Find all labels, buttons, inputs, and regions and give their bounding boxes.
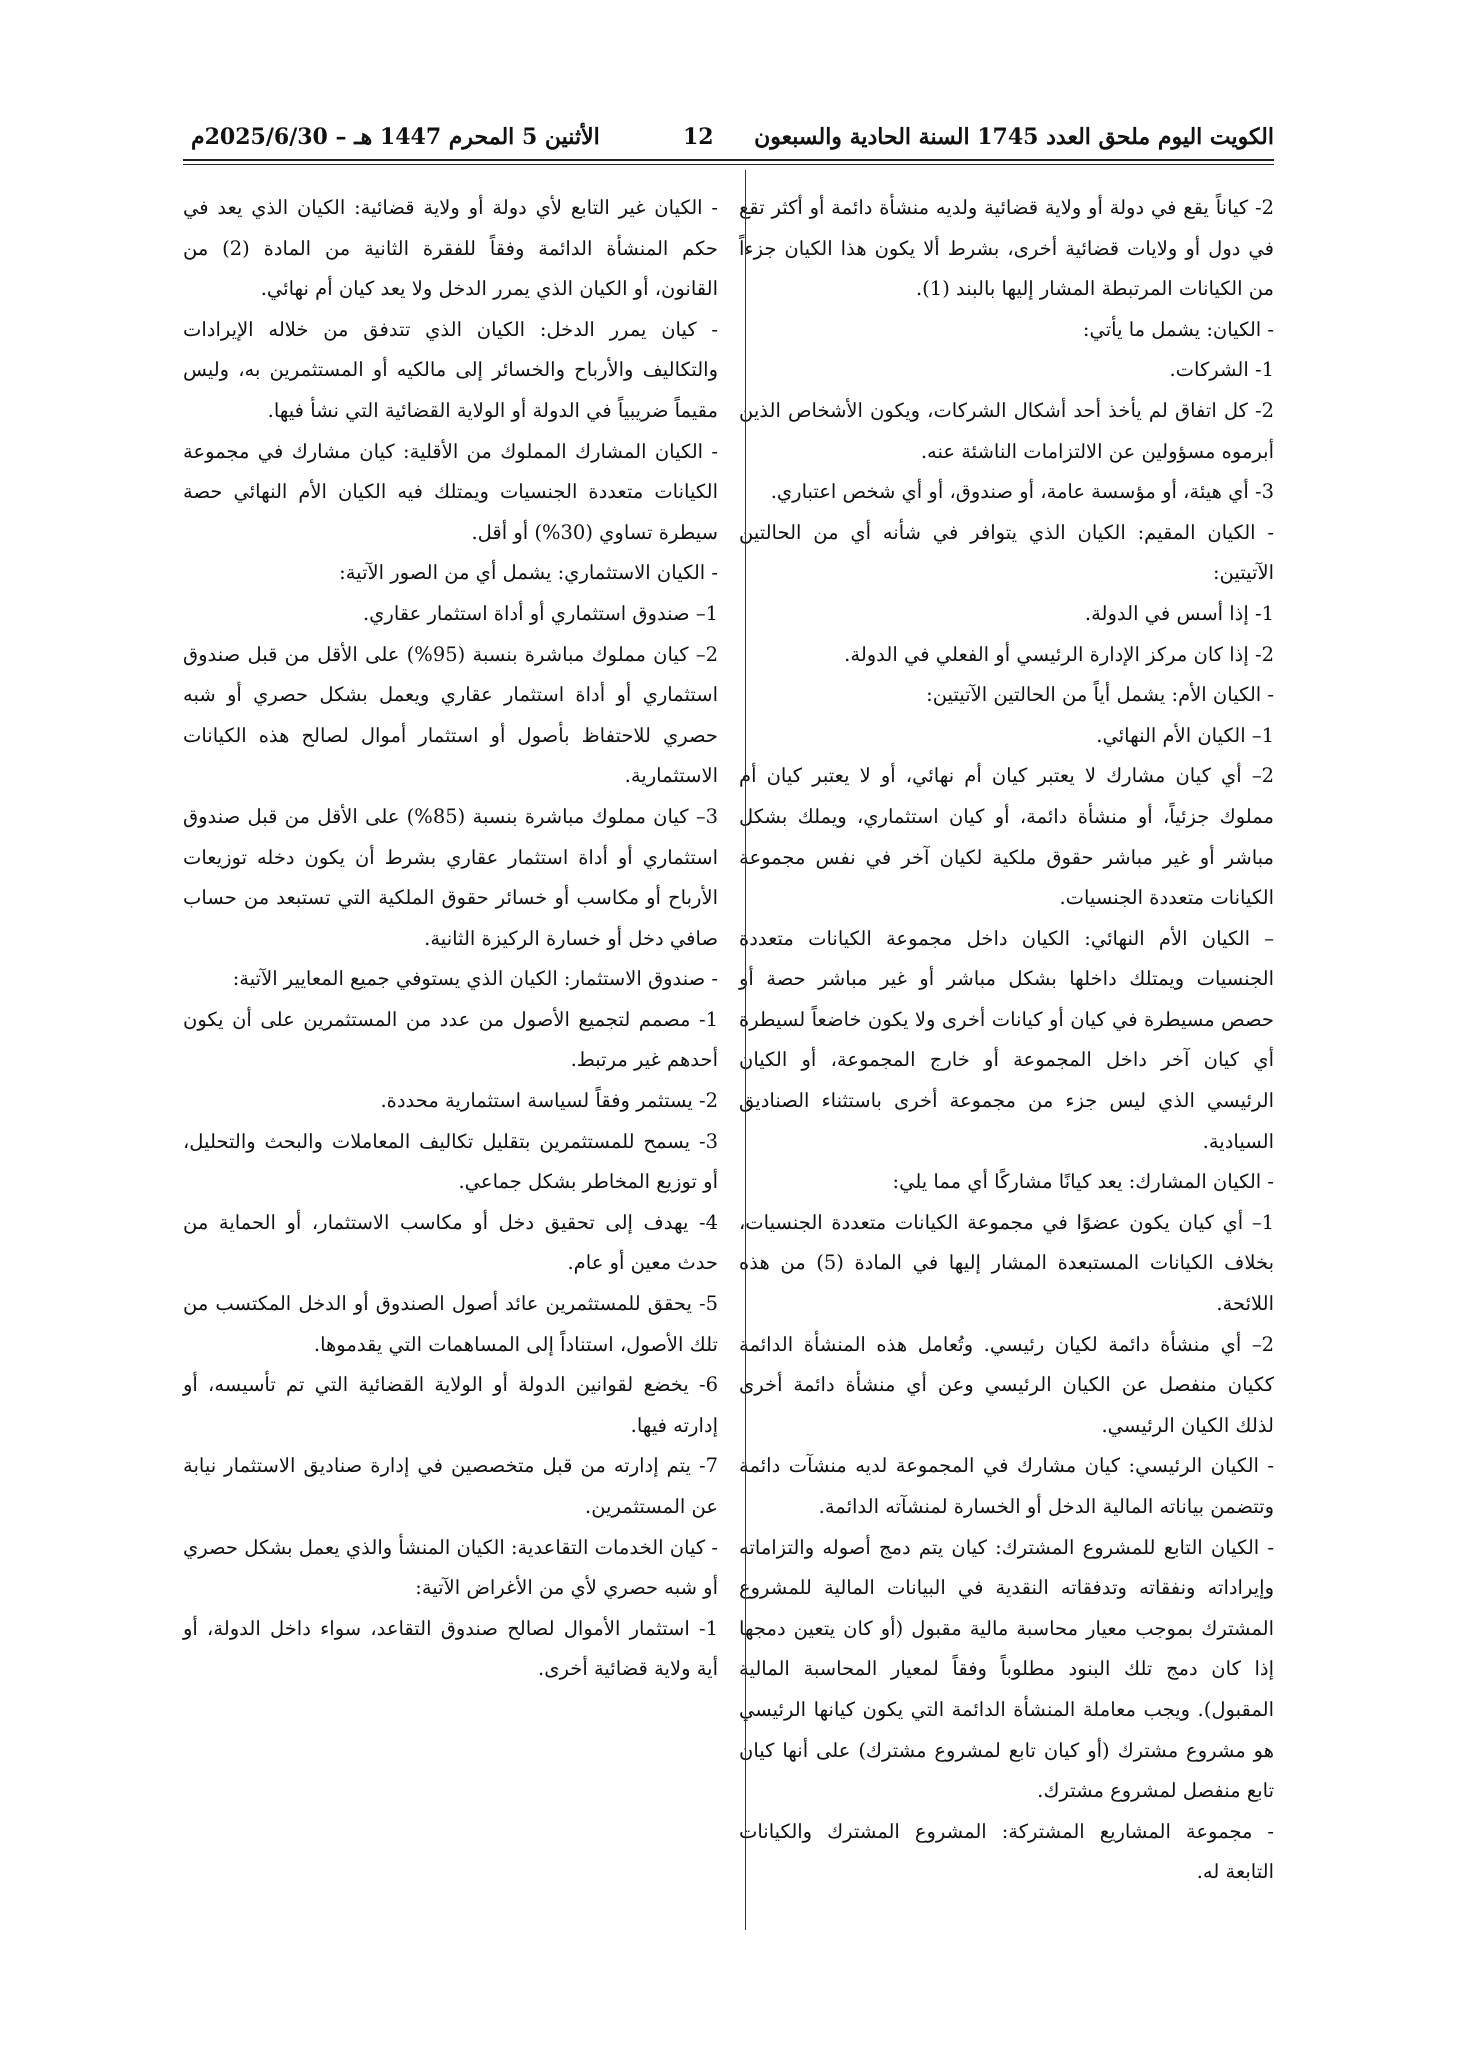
paragraph: - الكيان المقيم: الكيان الذي يتوافر في شأنه أي من الحالتين الآتيتين: — [739, 520, 1274, 585]
paragraph: 3- يسمح للمستثمرين بتقليل تكاليف المعاملات والبحث والتحليل، أو توزيع المخاطر بشكل جماعي. — [183, 1129, 718, 1194]
right-column — [739, 188, 1274, 1893]
paragraph: 3– كيان مملوك مباشرة بنسبة (85%) على الأقل من قبل صندوق استثماري أو أداة استثمار عقاري بشرط أن يكون دخله توزيعات الأرباح أو مكاسب أو خسائر حقوق الملكية التي تستبعد من حساب صافي دخل أو خسارة الركيزة الثانية. — [183, 804, 719, 950]
paragraph: - صندوق الاستثمار: الكيان الذي يستوفي جميع المعايير الآتية: — [232, 967, 718, 991]
paragraph: 1- استثمار الأموال لصالح صندوق التقاعد، سواء داخل الدولة، أو أية ولاية قضائية أخرى. — [183, 1616, 718, 1681]
page-number: 12 — [683, 124, 714, 150]
paragraph: - الكيان غير التابع لأي دولة أو ولاية قضائية: الكيان الذي يعد في حكم المنشأة الدائمة وفقاً للفقرة الثانية من المادة (2) من القانون، أو الكيان الذي يمرر الدخل ولا يعد كيان أم نهائي. — [183, 196, 718, 301]
paragraph: - الكيان: يشمل ما يأتي: — [1082, 317, 1274, 341]
header-rule — [183, 159, 1274, 161]
left-column — [183, 188, 718, 1690]
paragraph: 1- الشركات. — [1169, 358, 1274, 382]
paragraph: 2- إذا كان مركز الإدارة الرئيسي أو الفعلي في الدولة. — [844, 642, 1274, 666]
paragraph: 1- مصمم لتجميع الأصول من عدد من المستثمرين على أن يكون أحدهم غير مرتبط. — [183, 1007, 718, 1072]
paragraph: – الكيان الأم النهائي: الكيان داخل مجموعة الكيانات متعددة الجنسيات ويمتلك داخلها بشكل مباشر أو غير مباشر حصة أو حصص مسيطرة في كيان أو كيانات أخرى ولا يكون خاضعاً لسيطرة أي كيان آخر داخل المجموعة أو خارج المجموعة، أو الكيان الرئيسي الذي ليس جزء من مجموعة أخرى باستثناء الصناديق السيادية. — [739, 926, 1274, 1153]
paragraph: 2– أي منشأة دائمة لكيان رئيسي. وتُعامل هذه المنشأة الدائمة ككيان منفصل عن الكيان الرئيسي وعن أي منشأة دائمة أخرى لذلك الكيان الرئيسي. — [739, 1332, 1274, 1437]
paragraph: 5- يحقق للمستثمرين عائد أصول الصندوق أو الدخل المكتسب من تلك الأصول، استناداً إلى المساهمات التي يقدموها. — [183, 1292, 718, 1356]
paragraph: 6- يخضع لقوانين الدولة أو الولاية القضائية التي تم تأسيسه، أو إدارته فيها. — [183, 1373, 718, 1437]
paragraph: - الكيان المشارك: يعد كيانًا مشاركًا أي مما يلي: — [892, 1170, 1274, 1194]
paragraph: - الكيان المشارك المملوك من الأقلية: كيان مشارك في مجموعة الكيانات متعددة الجنسيات ويمتلك فيه الكيان الأم النهائي حصة سيطرة تساوي (30%) أو أقل. — [183, 439, 718, 544]
publication-title: الكويت اليوم ملحق العدد 1745 السنة الحادية والسبعون — [754, 124, 1274, 150]
header-rule-thin — [183, 164, 1274, 165]
paragraph: - الكيان الاستثماري: يشمل أي من الصور الآتية: — [339, 561, 718, 585]
paragraph: - مجموعة المشاريع المشتركة: المشروع المشترك والكيانات التابعة له. — [739, 1819, 1274, 1884]
paragraph: 3- أي هيئة، أو مؤسسة عامة، أو صندوق، أو أي شخص اعتباري. — [770, 480, 1274, 504]
paragraph: 2– كيان مملوك مباشرة بنسبة (95%) على الأقل من قبل صندوق استثماري أو أداة استثمار عقاري ويعمل بشكل حصري أو شبه حصري للاحتفاظ بأصول أو استثمار أموال لصالح هذه الكيانات الاستثمارية. — [183, 642, 719, 788]
column-divider — [745, 170, 746, 1930]
paragraph: 4- يهدف إلى تحقيق دخل أو مكاسب الاستثمار، أو الحماية من حدث معين أو عام. — [183, 1210, 718, 1275]
paragraph: - الكيان التابع للمشروع المشترك: كيان يتم دمج أصوله والتزاماته وإيراداته ونفقاته وتدفقاته النقدية في البيانات المالية للمشروع المشترك بموجب معيار محاسبة مالية مقبول (أو كان يتعين دمجها إذا كان دمج تلك البنود مطلوباً وفقاً لمعيار المحاسبة المالية المقبول). ويجب معاملة المنشأة الدائمة التي يكون كيانها الرئيسي هو مشروع مشترك (أو كيان تابع لمشروع مشترك) على أنها كيان تابع منفصل لمشروع مشترك. — [739, 1535, 1274, 1803]
paragraph: 2- يستثمر وفقاً لسياسة استثمارية محددة. — [380, 1089, 718, 1113]
paragraph: - كيان يمرر الدخل: الكيان الذي تتدفق من خلاله الإيرادات والتكاليف والأرباح والخسائر إلى مالكيه أو المستثمرين به، وليس مقيماً ضريبياً في الدولة أو الولاية القضائية التي نشأ فيها. — [183, 317, 718, 422]
paragraph: 2- كياناً يقع في دولة أو ولاية قضائية ولديه منشأة دائمة أو أكثر تقع في دول أو ولايات قضائية أخرى، بشرط ألا يكون هذا الكيان جزءاً من الكيانات المرتبطة المشار إليها بالبند (1). — [739, 196, 1274, 301]
paragraph: 2- كل اتفاق لم يأخذ أحد أشكال الشركات، ويكون الأشخاص الذين أبرموه مسؤولين عن الالتزامات الناشئة عنه. — [739, 398, 1274, 463]
paragraph: - كيان الخدمات التقاعدية: الكيان المنشأ والذي يعمل بشكل حصري أو شبه حصري لأي من الأغراض الآتية: — [183, 1535, 718, 1600]
page-header — [183, 112, 1274, 158]
paragraph: 1– الكيان الأم النهائي. — [1096, 723, 1274, 747]
paragraph: 1- إذا أسس في الدولة. — [1084, 601, 1274, 625]
paragraph: 1– صندوق استثماري أو أداة استثمار عقاري. — [362, 601, 718, 625]
paragraph: 1– أي كيان يكون عضوًا في مجموعة الكيانات متعددة الجنسيات، بخلاف الكيانات المستبعدة المشار إليها في المادة (5) من هذه اللائحة. — [739, 1210, 1274, 1316]
issue-date: الأثنين 5 المحرم 1447 هـ – 2025/6/30م — [191, 124, 600, 150]
paragraph: 7- يتم إدارته من قبل متخصصين في إدارة صناديق الاستثمار نيابة عن المستثمرين. — [183, 1454, 718, 1518]
paragraph: 2– أي كيان مشارك لا يعتبر كيان أم نهائي، أو لا يعتبر كيان أم مملوك جزئياً، أو منشأة دائمة، أو كيان استثماري، ويملك بشكل مباشر أو غير مباشر حقوق ملكية لكيان آخر في نفس مجموعة الكيانات متعددة الجنسيات. — [739, 764, 1274, 910]
paragraph: - الكيان الرئيسي: كيان مشارك في المجموعة لديه منشآت دائمة وتتضمن بياناته المالية الدخل أو الخسارة لمنشآته الدائمة. — [739, 1454, 1274, 1518]
paragraph: - الكيان الأم: يشمل أياً من الحالتين الآتيتين: — [926, 683, 1274, 707]
